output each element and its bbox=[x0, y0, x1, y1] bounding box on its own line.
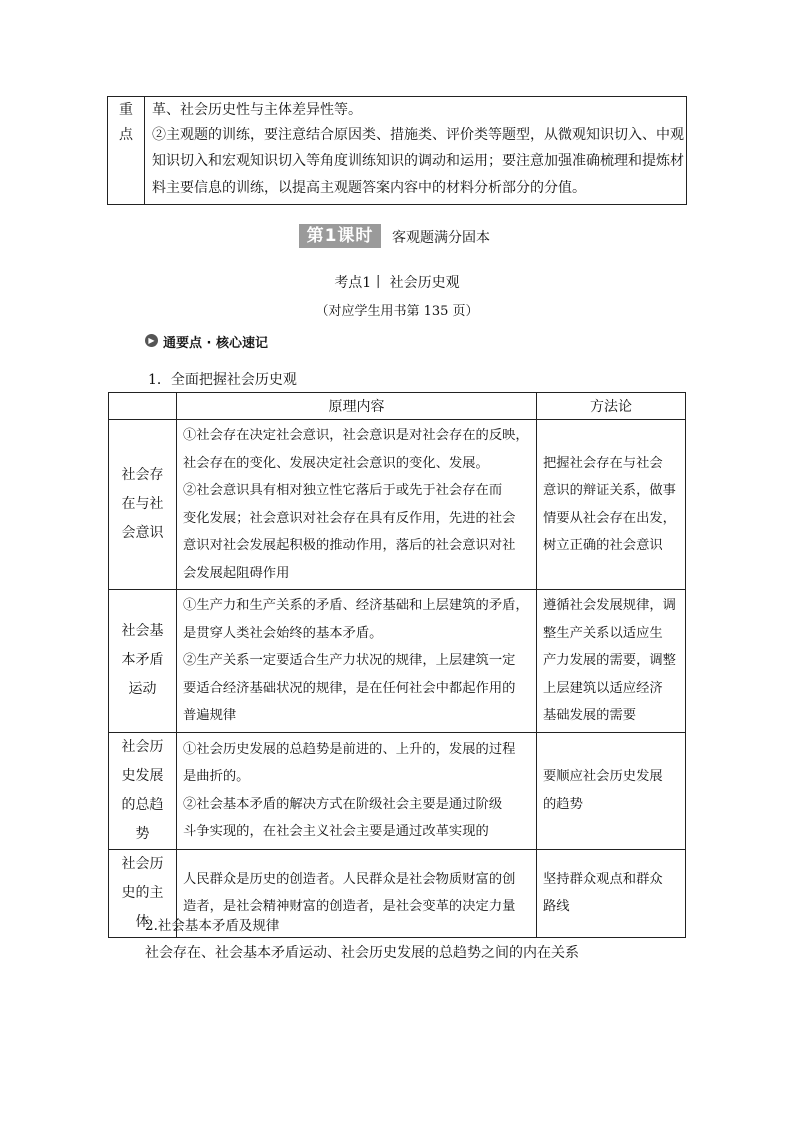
principle-line: ②社会基本矛盾的解决方式在阶级社会主要是通过阶级 bbox=[183, 796, 503, 812]
principle-line: 人民群众是历史的创造者。人民群众是社会物质财富的创 bbox=[183, 871, 516, 887]
table-header-cell: 方法论 bbox=[537, 393, 686, 420]
table-topic-cell bbox=[109, 590, 177, 733]
table-topic-cell bbox=[109, 732, 177, 849]
principle-line: ②生产关系一定要适合生产力状况的规律，上层建筑一定 bbox=[183, 653, 516, 668]
principle-line: 变化发展；社会意识对社会存在具有反作用，先进的社会 bbox=[183, 510, 516, 526]
method-line: 坚持群众观点和群众 bbox=[543, 871, 663, 887]
key-points-line: 料主要信息的训练，以提高主观题答案内容中的材料分析部分的分值。 bbox=[152, 180, 586, 196]
table-topic-cell bbox=[109, 420, 177, 590]
method-line: 的趋势 bbox=[543, 796, 583, 812]
table-principle-cell bbox=[177, 732, 537, 849]
method-line: 路线 bbox=[543, 899, 570, 914]
lesson-title: 客观题满分固本 bbox=[392, 230, 490, 246]
principle-line: 要适合经济基础状况的规律，是在任何社会中都起作用的 bbox=[183, 680, 516, 696]
topic-line: 史发展 bbox=[121, 767, 164, 784]
method-line: 遵循社会发展规律，调 bbox=[543, 598, 676, 613]
principle-line: 是曲折的。 bbox=[183, 769, 250, 784]
item1-heading: 1．全面把握社会历史观 bbox=[148, 372, 297, 388]
table-header-cell: 原理内容 bbox=[177, 393, 537, 420]
method-line: 把握社会存在与社会 bbox=[543, 455, 663, 471]
key-points-label-char: 点 bbox=[119, 127, 133, 143]
topic-line: 社会基 bbox=[121, 623, 164, 640]
principle-line: ①社会存在决定社会意识，社会意识是对社会存在的反映， bbox=[183, 428, 529, 443]
table-method-cell bbox=[537, 420, 686, 590]
social-history-table bbox=[108, 392, 686, 938]
topic-line: 史的主 bbox=[121, 884, 164, 901]
principle-line: ②社会意识具有相对独立性它落后于或先于社会存在而 bbox=[183, 483, 503, 498]
table-method-cell bbox=[537, 732, 686, 849]
table-header-row bbox=[109, 393, 686, 420]
topic-line: 的总趋 bbox=[121, 796, 164, 813]
key-points-line: ②主观题的训练，要注意结合原因类、措施类、评价类等题型，从微观知识切入、中观 bbox=[152, 127, 684, 143]
table-header-cell bbox=[109, 393, 177, 420]
key-points-line: 知识切入和宏观知识切入等角度训练知识的调动和运用；要注意加强准确梳理和提炼材 bbox=[152, 153, 684, 169]
principle-line: 普遍规律 bbox=[183, 708, 237, 723]
section-label: 通要点 · 核心速记 bbox=[163, 336, 268, 351]
topic-line: 运动 bbox=[128, 681, 157, 698]
table-principle-cell bbox=[177, 420, 537, 590]
item2-heading: 2.社会基本矛盾及规律 bbox=[145, 918, 280, 934]
table-row bbox=[109, 590, 686, 733]
method-line: 上层建筑以适应经济 bbox=[543, 680, 663, 696]
key-points-line: 革、社会历史性与主体差异性等。 bbox=[152, 102, 362, 118]
topic-title: 考点1丨 社会历史观 bbox=[334, 275, 460, 291]
method-line: 要顺应社会历史发展 bbox=[543, 769, 663, 784]
table-row bbox=[109, 420, 686, 590]
topic-line: 社会历 bbox=[121, 855, 164, 872]
method-line: 树立正确的社会意识 bbox=[543, 538, 663, 553]
topic-reference: （对应学生用书第 135 页） bbox=[315, 304, 479, 319]
table-method-cell bbox=[537, 849, 686, 937]
topic-line: 本矛盾 bbox=[121, 652, 164, 669]
key-points-label-column bbox=[108, 97, 145, 204]
topic-line: 社会历 bbox=[121, 738, 164, 755]
key-points-label-char: 重 bbox=[119, 102, 133, 118]
method-line: 情要从社会存在出发， bbox=[543, 510, 676, 526]
lesson-badge: 第1课时 bbox=[299, 224, 381, 248]
principle-line: ①社会历史发展的总趋势是前进的、上升的，发展的过程 bbox=[183, 741, 516, 757]
item2-description: 社会存在、社会基本矛盾运动、社会历史发展的总趋势之间的内在关系 bbox=[145, 945, 579, 961]
topic-line: 社会存 bbox=[121, 467, 164, 483]
principle-line: 造者，是社会精神财富的创造者，是社会变革的决定力量 bbox=[183, 899, 516, 914]
principle-line: 斗争实现的，在社会主义社会主要是通过改革实现的 bbox=[183, 824, 489, 839]
circle-play-icon: ▶ bbox=[145, 334, 158, 347]
table-method-cell bbox=[537, 590, 686, 733]
principle-line: 是贯穿人类社会始终的基本矛盾。 bbox=[183, 625, 383, 641]
method-line: 意识的辩证关系，做事 bbox=[543, 483, 676, 498]
principle-line: 会发展起阻碍作用 bbox=[183, 565, 290, 581]
key-points-box bbox=[107, 96, 687, 205]
method-line: 产力发展的需要，调整 bbox=[543, 653, 676, 668]
method-line: 基础发展的需要 bbox=[543, 708, 637, 723]
principle-line: 社会存在的变化、发展决定社会意识的变化、发展。 bbox=[183, 455, 489, 471]
table-principle-cell bbox=[177, 590, 537, 733]
topic-line: 体 bbox=[135, 913, 150, 930]
method-line: 整生产关系以适应生 bbox=[543, 625, 663, 641]
topic-line: 在与社 bbox=[121, 496, 164, 512]
table-row bbox=[109, 732, 686, 849]
principle-line: ①生产力和生产关系的矛盾、经济基础和上层建筑的矛盾， bbox=[183, 598, 529, 613]
topic-line: 会意识 bbox=[121, 525, 164, 541]
topic-line: 势 bbox=[135, 825, 150, 842]
principle-line: 意识对社会发展起积极的推动作用，落后的社会意识对社 bbox=[183, 538, 516, 553]
